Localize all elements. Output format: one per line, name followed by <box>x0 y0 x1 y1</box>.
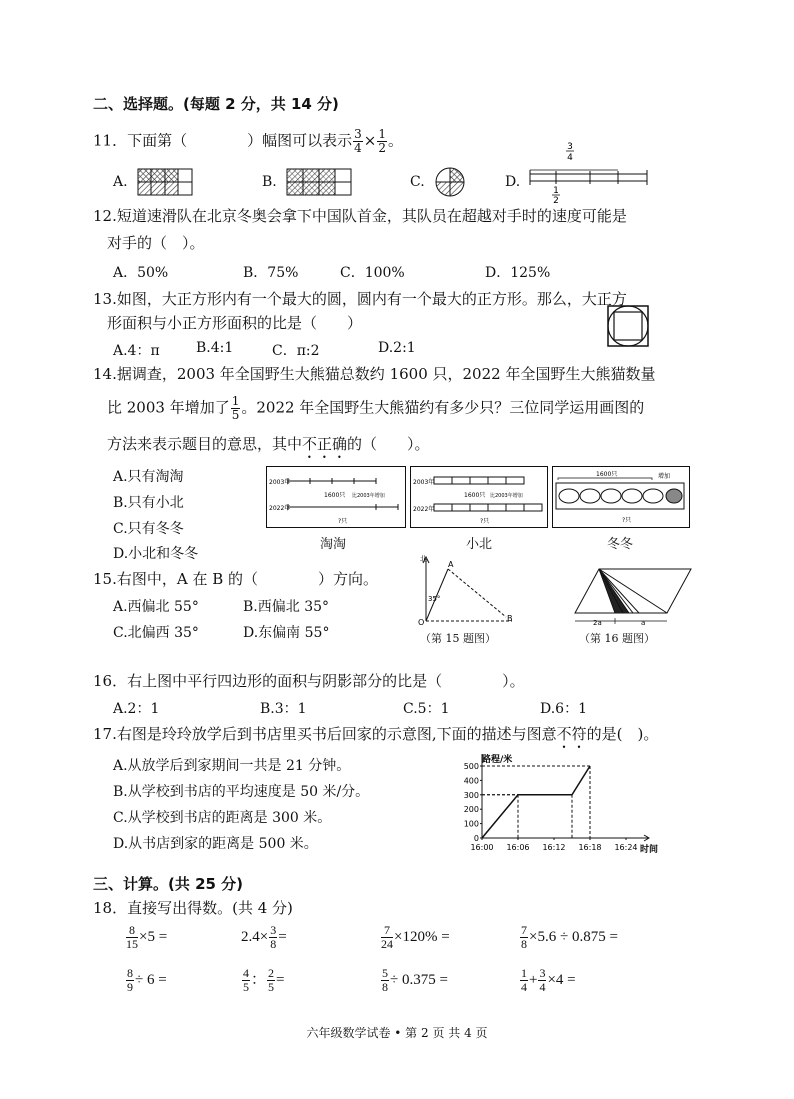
calc-4: $\frac{7}{8}$ ×5.6 ÷ 0.875 = <box>521 923 618 951</box>
svg-text:2a: 2a <box>593 619 602 627</box>
svg-text:2: 2 <box>553 196 559 204</box>
svg-text:4: 4 <box>567 153 573 163</box>
option-c[interactable]: C．π:2 <box>272 343 320 359</box>
y-tick-label: 300 <box>463 790 479 800</box>
distance-time-chart <box>458 750 658 858</box>
svg-text:3: 3 <box>567 142 573 152</box>
question-16: 16．右上图中平行四边形的面积与阴影部分的比是（ ）。 <box>93 672 525 690</box>
svg-text:A: A <box>448 560 454 569</box>
svg-text:2022年: 2022年 <box>413 506 435 513</box>
svg-text:35°: 35° <box>428 595 441 603</box>
svg-text:1600只: 1600只 <box>324 492 346 499</box>
option-a[interactable]: A. <box>113 174 128 190</box>
question-13-line2: 形面积与小正方形面积的比是（ ） <box>107 314 363 332</box>
option-c[interactable]: C．100% <box>340 265 405 281</box>
option-d[interactable]: D.东偏南 55° <box>243 625 330 641</box>
question-12: 12.短道速滑队在北京冬奥会拿下中国队首金，其队员在超越对手时的速度可能是 <box>93 207 627 225</box>
question-14-line2: 比 2003 年增加了 $\frac{1}{5}$ 。2022 年全国野生大熊猫约有多少只？三位同学运用画图的 <box>107 394 645 422</box>
section-title: 三、计算。(共 25 分) <box>93 875 244 893</box>
caption-16: （第 16 题图） <box>579 632 655 645</box>
figure-11a <box>137 168 193 196</box>
calc-3: $\frac{7}{24}$ ×120% = <box>381 923 450 951</box>
question-12-line2: 对手的（ ）。 <box>107 234 205 252</box>
option-d[interactable]: D.小北和冬冬 <box>113 546 199 562</box>
option-b[interactable]: B. <box>262 174 277 190</box>
question-14-line3: 方法来表示题目的意思，其中不正确的（ ）。 <box>107 435 430 453</box>
y-tick-label: 0 <box>473 834 479 843</box>
series-line <box>482 766 590 838</box>
calc-1: $\frac{8}{15}$ ×5 = <box>126 923 168 951</box>
question-18: 18．直接写出得数。(共 4 分) <box>93 899 293 917</box>
option-d[interactable]: D.2:1 <box>378 340 416 356</box>
option-c[interactable]: C.5：1 <box>403 701 450 717</box>
option-d[interactable]: D．125% <box>485 265 551 281</box>
option-c[interactable]: C.北偏西 35° <box>113 625 199 641</box>
option-c[interactable]: C. <box>410 174 425 190</box>
svg-text:2022年: 2022年 <box>269 505 291 512</box>
svg-text:1: 1 <box>553 186 559 196</box>
x-tick-label: 16:24 <box>614 843 638 852</box>
option-b[interactable]: B.西偏北 35° <box>243 599 330 615</box>
option-d[interactable]: D. <box>505 174 521 190</box>
svg-text:比2003年增加: 比2003年增加 <box>352 493 385 499</box>
svg-text:2003年: 2003年 <box>413 479 435 486</box>
x-tick-label: 16:18 <box>578 843 602 852</box>
calc-5: $\frac{8}{9}$ ÷ 6 = <box>127 966 167 994</box>
svg-text:2003年: 2003年 <box>269 479 291 486</box>
option-a[interactable]: A.西偏北 55° <box>113 599 199 615</box>
figure-11d <box>522 140 652 204</box>
question-14: 14.据调查，2003 年全国野生大熊猫总数约 1600 只，2022 年全国野生大熊猫数量 <box>93 365 656 383</box>
svg-text:?只: ?只 <box>338 518 348 525</box>
option-b[interactable]: B.3：1 <box>260 701 307 717</box>
calc-2: 2.4× $\frac{3}{8}$ = <box>241 923 287 951</box>
option-b[interactable]: B．75% <box>243 265 299 281</box>
question-15: 15.右图中，A 在 B 的（ ）方向。 <box>93 570 379 588</box>
option-b[interactable]: B.4:1 <box>196 340 234 356</box>
option-c[interactable]: C.只有冬冬 <box>113 521 184 537</box>
x-axis-label: 时间 <box>640 845 658 855</box>
figure-15 <box>412 555 522 627</box>
option-b[interactable]: B.从学校到书店的平均速度是 50 米/分。 <box>113 784 370 800</box>
svg-text:比2003年增加: 比2003年增加 <box>490 493 523 499</box>
y-tick-label: 500 <box>463 762 479 771</box>
y-axis-label: 路程/米 <box>482 755 513 765</box>
svg-text:?只: ?只 <box>622 517 632 524</box>
svg-text:?只: ?只 <box>480 518 490 525</box>
option-a[interactable]: A.4：π <box>113 343 160 359</box>
figure-dongdong <box>552 466 690 528</box>
x-tick-label: 16:06 <box>506 843 530 852</box>
calc-6: $\frac{4}{5}$ ： $\frac{2}{5}$ = <box>243 966 285 994</box>
fraction: $\frac{1}{2}$ <box>378 127 386 155</box>
figure-11b <box>286 168 352 196</box>
page-footer: 六年级数学试卷 • 第 2 页 共 4 页 <box>306 1026 488 1040</box>
caption-dongdong: 冬冬 <box>607 537 634 552</box>
svg-text:a: a <box>641 619 646 627</box>
fraction: $\frac{3}{4}$ <box>354 127 362 155</box>
figure-taotao <box>266 466 406 528</box>
calc-8: $\frac{1}{4}$ + $\frac{3}{4}$ ×4 = <box>521 966 576 994</box>
option-a[interactable]: A.2：1 <box>113 701 160 717</box>
caption-xiaobei: 小北 <box>466 537 493 552</box>
option-d[interactable]: D.6：1 <box>540 701 587 717</box>
y-tick-label: 100 <box>463 819 479 829</box>
svg-text:1600只: 1600只 <box>596 471 618 478</box>
figure-xiaobei <box>410 466 548 528</box>
question-13: 13.如图，大正方形内有一个最大的圆，圆内有一个最大的正方形。那么，大正方 <box>93 290 627 308</box>
option-a[interactable]: A.从放学后到家期间一共是 21 分钟。 <box>113 758 351 774</box>
svg-text:1600只: 1600只 <box>464 492 486 499</box>
option-c[interactable]: C.从学校到书店的距离是 300 米。 <box>113 810 332 826</box>
svg-text:O: O <box>418 618 425 627</box>
section-title: 二、选择题。(每题 2 分，共 14 分) <box>93 95 339 113</box>
option-a[interactable]: A．50% <box>113 265 169 281</box>
question-17: 17.右图是玲玲放学后到书店里买书后回家的示意图,下面的描述与图意不符的是( )。 <box>93 725 659 743</box>
option-b[interactable]: B.只有小北 <box>113 495 184 511</box>
caption-15: （第 15 题图） <box>420 632 496 645</box>
svg-text:B: B <box>507 614 513 623</box>
x-tick-label: 16:12 <box>542 843 566 852</box>
svg-text:增加: 增加 <box>658 473 671 480</box>
figure-16 <box>573 565 695 627</box>
svg-text:北: 北 <box>420 555 427 563</box>
question-11: 11．下面第（ ）幅图可以表示 $\frac{3}{4}$ × $\frac{1}{2}$ 。 <box>93 127 403 155</box>
x-tick-label: 16:00 <box>470 843 494 852</box>
y-tick-label: 400 <box>463 776 479 786</box>
caption-taotao: 淘淘 <box>320 537 347 552</box>
figure-11c <box>434 166 466 198</box>
option-d[interactable]: D.从书店到家的距离是 500 米。 <box>113 836 318 852</box>
figure-13 <box>607 305 649 347</box>
y-tick-label: 200 <box>463 805 479 815</box>
option-a[interactable]: A.只有淘淘 <box>113 469 184 485</box>
calc-7: $\frac{5}{8}$ ÷ 0.375 = <box>382 966 448 994</box>
